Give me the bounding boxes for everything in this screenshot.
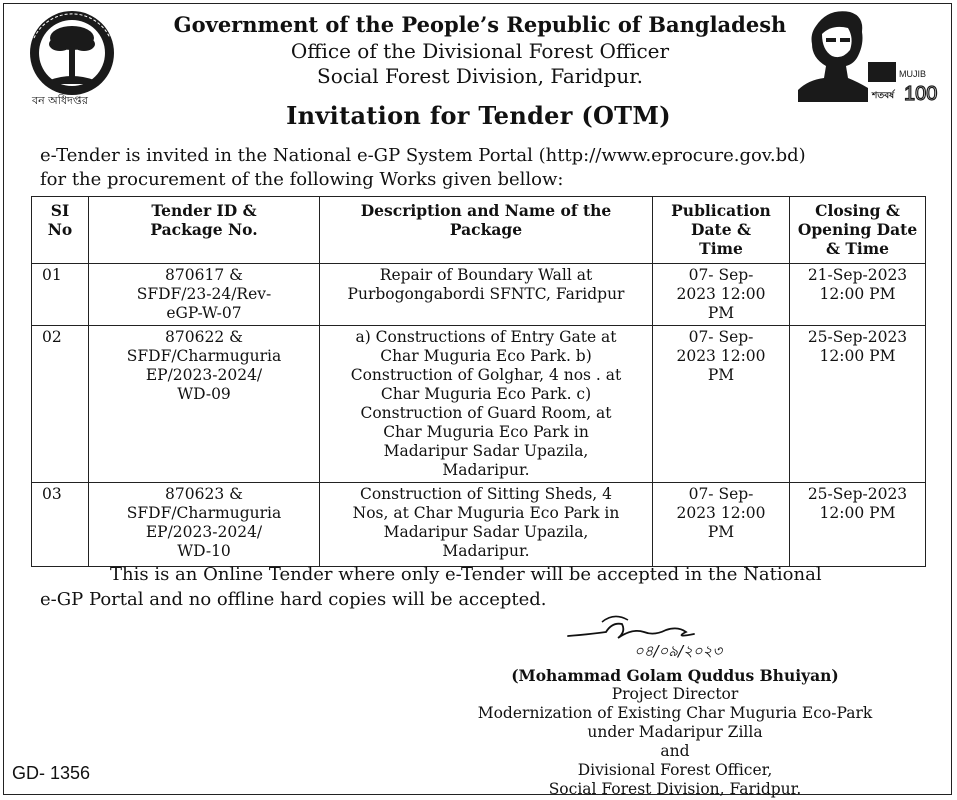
header-tender-id: Tender ID & Package No. [89, 197, 320, 264]
header-office: Office of the Divisional Forest Officer [290, 39, 670, 63]
seal-caption: বন অধিদপ্তর [32, 94, 88, 107]
intro-line-1: e-Tender is invited in the National e-GP System Portal (http://www.eprocure.gov.bd) [40, 145, 806, 166]
svg-text:100: 100 [904, 83, 938, 105]
signatory-title: Project Director [611, 685, 739, 703]
header-publication-date: Publication Date & Time [653, 197, 790, 264]
handwritten-signature [562, 612, 822, 660]
gd-code: GD- 1356 [12, 763, 91, 783]
row-tender-id: 870623 & SFDF/Charmuguria EP/2023-2024/ WD-10 [89, 483, 320, 567]
row-description: Construction of Sitting Sheds, 4 Nos, at Char Muguria Eco Park in Madaripur Sadar Upazila, Madaripur. [320, 483, 653, 567]
table-header-row [32, 197, 926, 264]
signatory-and: and [660, 742, 690, 760]
signatory-zilla: under Madaripur Zilla [587, 723, 763, 741]
svg-text:MUJIB: MUJIB [899, 69, 926, 79]
table-row [32, 264, 926, 326]
note-line-2: e-GP Portal and no offline hard copies will be accepted. [40, 589, 547, 610]
header-closing-date: Closing & Opening Date & Time [790, 197, 926, 264]
row-publication-date: 07- Sep- 2023 12:00 PM [653, 264, 790, 326]
row-sl: 02 [32, 326, 89, 483]
row-tender-id: 870617 & SFDF/23-24/Rev- eGP-W-07 [89, 264, 320, 326]
row-publication-date: 07- Sep- 2023 12:00 PM [653, 483, 790, 567]
mujib-100-portrait-icon [798, 4, 938, 105]
header-sl-no: SI No [32, 197, 89, 264]
signatory-office: Divisional Forest Officer, [577, 761, 773, 779]
page-title: Invitation for Tender (OTM) [286, 101, 671, 130]
row-description: Repair of Boundary Wall at Purbogongabordi SFNTC, Faridpur [320, 264, 653, 326]
header-description: Description and Name of the Package [320, 197, 653, 264]
signatory-project: Modernization of Existing Char Muguria Eco-Park [477, 704, 873, 722]
note-line-1: This is an Online Tender where only e-Tender will be accepted in the National [110, 564, 822, 585]
row-closing-date: 25-Sep-2023 12:00 PM [790, 326, 926, 483]
svg-text:শতবর্ষ: শতবর্ষ [872, 90, 895, 100]
row-tender-id: 870622 & SFDF/Charmuguria EP/2023-2024/ WD-09 [89, 326, 320, 483]
signature-block [430, 666, 920, 799]
row-sl: 01 [32, 264, 89, 326]
table-row [32, 483, 926, 567]
svg-text:০৪/০৯/২০২৩: ০৪/০৯/২০২৩ [634, 642, 723, 660]
online-tender-note [40, 562, 920, 612]
intro-line-2: for the procurement of the following Works given bellow: [40, 169, 564, 190]
header-government: Government of the People’s Republic of Bangladesh [173, 12, 787, 37]
row-closing-date: 25-Sep-2023 12:00 PM [790, 483, 926, 567]
row-description: a) Constructions of Entry Gate at Char Muguria Eco Park. b) Construction of Golghar, 4 nos . at Char Muguria Eco Park. c) Construction of Guard Room, at Char Muguria Eco Park in Madaripur Sadar Upazila, Madaripur. [320, 326, 653, 483]
row-sl: 03 [32, 483, 89, 567]
header-division: Social Forest Division, Faridpur. [317, 64, 643, 88]
signatory-division: Social Forest Division, Faridpur. [548, 780, 802, 798]
signatory-name: (Mohammad Golam Quddus Bhuiyan) [511, 666, 839, 685]
row-publication-date: 07- Sep- 2023 12:00 PM [653, 326, 790, 483]
table-row [32, 326, 926, 483]
tender-table [31, 196, 926, 567]
row-closing-date: 21-Sep-2023 12:00 PM [790, 264, 926, 326]
